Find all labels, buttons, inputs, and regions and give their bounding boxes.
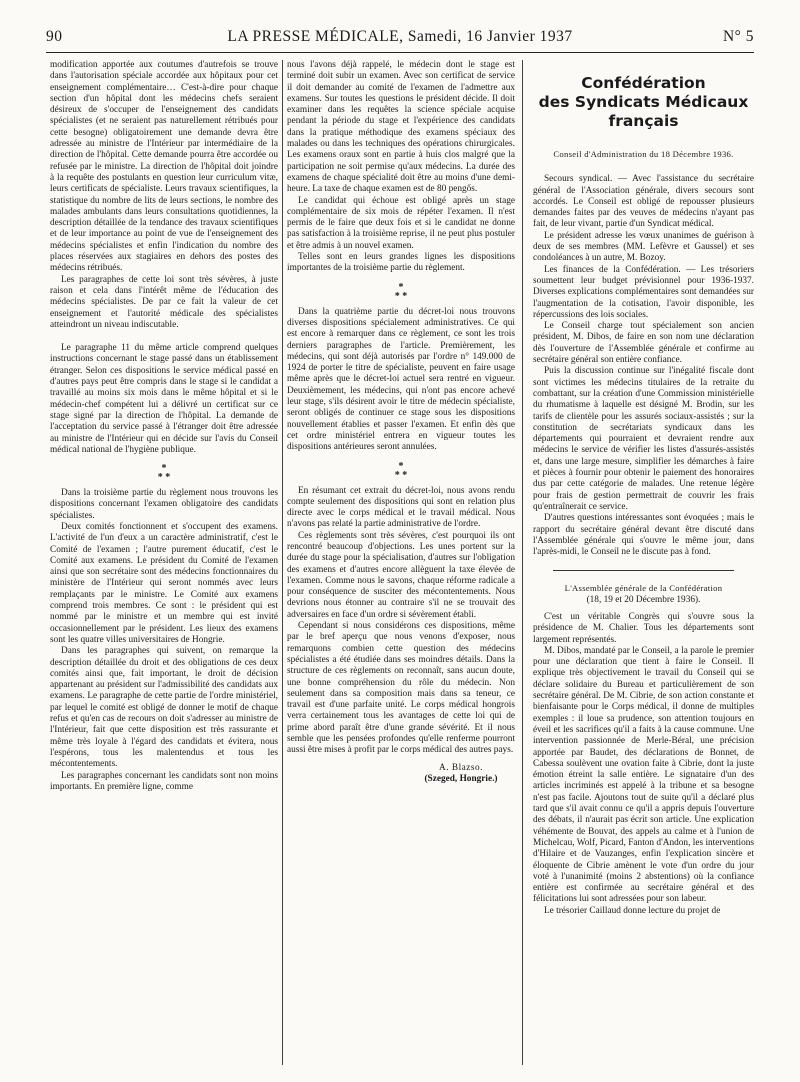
page-number: 90 bbox=[46, 28, 63, 45]
section-divider bbox=[553, 570, 734, 571]
column-divider-1 bbox=[282, 60, 283, 1065]
issue-number: N° 5 bbox=[722, 28, 754, 45]
section-title bbox=[533, 74, 754, 131]
author-name: A. Blazso. bbox=[439, 762, 483, 773]
paragraph: Les finances de la Confédération. — Les trésoriers soumettent leur budget prévisionnel pour 1936-1937. Diverses explications complémentaires sont demandées sur l'augmentation de la cotisation, l'avoir disponible, les répercussions des lois sociales. bbox=[533, 264, 754, 320]
paragraph: Cependant si nous considérons ces dispositions, même par le bref aperçu que nous venons d'exposer, nous remarquons combien cette question des médecins spécialistes a été étudiée dans ses moindres détails. Dans la structure de ces règlements on reconnaît, sans aucun doute, une bonne compréhension du rôle du médecin. Non seulement dans sa composition mais dans sa teneur, ce travail est d'une parfaite unité. Le corps médical hongrois verra certainement tous les avantages de cette loi qui de prime abord paraît être d'une grande sévérité. Et il nous semble que les pensées profondes qu'elle renferme pourront aussi être mises à profit par le corps médical des autres pays. bbox=[287, 621, 515, 756]
paragraph: Puis la discussion continue sur l'inégalité fiscale dont sont victimes les médecins titulaires de la retraite du combattant, sur la création d'une Commission ministérielle du rhumatisme à laquelle est désigné M. Brodin, sur les tarifs de clientèle pour les assurés sociaux-assistés ; sur la constitution de secrétariats syndicaux dans les départements qui pourraient et devraient rendre aux médecins le service de vérifier les listes d'assurés-assistés et, dans une large mesure, simplifier les démarches à faire et pièces à fournir pour obtenir le paiement des honoraires dus par cette catégorie de malades. Une retenue légère pour frais de gestion permettrait de couvrir les frais qu'entraînerait ce service. bbox=[533, 366, 754, 512]
column-divider-2 bbox=[522, 60, 523, 1065]
paragraph: Ces règlements sont très sévères, c'est pourquoi ils ont rencontré beaucoup d'objections. Les unes portent sur la durée du stage pour la spécialisation, d'autres sur l'obligation des examens et d'autres encore allèguent la taxe élevée de l'examen. Comme nous le savons, chaque réforme radicale a pour conséquence de susciter des mécontentements. Nous devrions nous étonner au contraire s'il ne se trouvait des adversaires en face d'un ordre si sévèrement établi. bbox=[287, 530, 515, 620]
council-heading: Conseil d'Administration du 18 Décembre 1936. bbox=[553, 149, 734, 159]
column-2 bbox=[287, 60, 515, 1070]
column-3 bbox=[533, 60, 754, 1070]
paragraph: En résumant cet extrait du décret-loi, nous avons rendu compte seulement des dispositions qui sont en relation plus directe avec le corps médical et le travail médical. Nous n'avons pas relaté la partie administrative de l'ordre. bbox=[287, 485, 515, 530]
author-signature bbox=[287, 763, 515, 786]
section-separator-stars: * * * bbox=[157, 463, 171, 484]
assembly-dates: (18, 19 et 20 Décembre 1936). bbox=[586, 594, 701, 605]
section-separator-stars: * * * bbox=[394, 281, 408, 302]
author-location: (Szeged, Hongrie.) bbox=[424, 773, 498, 784]
paragraph: Le candidat qui échoue est obligé après un stage complémentaire de six mois de répéter l'examen. Il n'est permis de le faire que deux fois et si le candidat ne donne pas satisfaction à la troisième reprise, il ne peut plus postuler et être admis à un nouvel examen. bbox=[287, 195, 515, 251]
paragraph: Deux comités fonctionnent et s'occupent des examens. L'activité de l'un d'eux a un caractère administratif, c'est le Comité de l'examen ; l'autre purement éducatif, c'est le Comité aux examens. Le président du Comité de l'examen ainsi que son secrétaire sont des médecins fonctionnaires du ministère de l'Intérieur qui seront nommés avec leurs remplaçants par le ministre. Le Comité aux examens comprend trois membres. Ce sont : le président qui est nommé par le ministre et un membre qui est invité occasionnellement par le président. Les lieux des examens sont les quatre villes universitaires de Hongrie. bbox=[50, 521, 278, 645]
section-separator-stars: * * * bbox=[394, 460, 408, 481]
paragraph: Les paragraphes de cette loi sont très sévères, à juste raison et cela dans l'intérêt même de l'éducation des médecins spécialistes. De par ce fait la valeur de cet enseignement et l'autorité médicale des spécialistes atteindront un niveau indiscutable. bbox=[50, 274, 278, 330]
paragraph: Dans la quatrième partie du décret-loi nous trouvons diverses dispositions spécialement administratives. Ce qui est encore à remarquer dans ce règlement, ce sont les trois derniers paragraphes de l'article. Premièrement, les médecins, qui sont déjà autorisés par l'ordre n° 149.000 de 1924 de porter le titre de spécialiste, peuvent en faire usage même après que le décret-loi actuel sera rentré en vigueur. Deuxièmement, les médecins, qui n'ont pas encore achevé leur stage, s'ils désirent avoir le titre de médecin spécialiste, seront obligés de continuer ce stage sous les dispositions nouvellement établies et passer l'examen. Et enfin dès que cet ordre ministériel entrera en vigueur toutes les dispositions antérieures seront annulées. bbox=[287, 306, 515, 453]
paragraph: M. Dibos, mandaté par le Conseil, a la parole le premier pour une déclaration que tient à faire le Conseil. Il explique très objectivement le travail du Conseil qui se déclare solidaire du Bureau et particulièrement de son secrétaire général. De M. Cibrie, de son action constante et bienfaisante pour le Corps médical, il donne de multiples exemples : il loue sa prudence, son attention toujours en éveil et les sacrifices qu'il a faits à la cause commune. Une intervention passionnée de Merle-Béral, une précision apportée par Baudet, des déclarations de Bonnet, de Cabessa soulèvent une ovation faite à Cibrie, dont la juste émotion étreint la salle entière. Le signataire d'un des articles incriminés est appelé à la tribune et sa besogne n'est pas facile. Ajoutons tout de suite qu'il a déclaré plus tard que s'il avait connu ce qu'il a appris depuis l'ouverture des débats, il n'aurait pas écrit son article. Une explication véhémente de Bouvat, des appels au calme et à l'union de Michelcau, Wolf, Picard, Fanton d'Andon, les interventions d'Hilaire et de Vauzanges, enfin l'explication sincère et éloquente de Cibrie amènent le vote d'un ordre du jour voté à l'unanimité (moins 2 abstentions) où la confiance entière est confirmée au secrétaire général et des félicitations lui sont adressées pour son labeur. bbox=[533, 645, 754, 905]
paragraph: Le Conseil charge tout spécialement son ancien président, M. Dibos, de faire en son nom une déclaration dès l'ouverture de l'Assemblée générale et confirme au secrétaire général son entière confiance. bbox=[533, 321, 754, 366]
paragraph: D'autres questions intéressantes sont évoquées ; mais le rapport du secrétaire général devant être discuté dans l'Assemblée générale qui s'ouvre le même jour, dans l'après-midi, le Conseil ne le discute pas à fond. bbox=[533, 513, 754, 558]
paragraph: Les paragraphes concernant les candidats sont non moins importants. En première ligne, comme bbox=[50, 770, 278, 792]
section-title-line: français bbox=[608, 112, 679, 130]
paragraph: Le paragraphe 11 du même article comprend quelques instructions concernant le stage passé dans un établissement étranger. Selon ces dispositions le service médical passé en d'autres pays peut être compris dans le stage si le candidat a travaillé au moins six mois dans le même hôpital et si le médecin-chef compétent lui a délivré un certificat sur ce stage signé par la direction de l'hôpital. La demande de l'acceptation du service passé à l'étranger doit être adressée au ministre de l'Intérieur qui en décide sur l'avis du Conseil médical national de l'hygiène publique. bbox=[50, 343, 278, 455]
paragraph: Le trésorier Caillaud donne lecture du projet de bbox=[544, 905, 721, 916]
column-1 bbox=[50, 60, 278, 1070]
paragraph: Dans la troisième partie du règlement nous trouvons les dispositions concernant l'examen obligatoire des candidats spécialistes. bbox=[50, 488, 278, 521]
page-header bbox=[46, 22, 754, 53]
paragraph: Dans les paragraphes qui suivent, on remarque la description détaillée du droit et des obligations de ces deux comités ainsi que, fait important, le droit de décision appartenant au président sur l'admissibilité des candidats aux examens. Le paragraphe de cette partie de l'ordre ministériel, par lequel le comité est obligé de donner le motif de chaque refus et qu'en cas de recours on doit s'adresser au ministre de l'Intérieur, fait que cette disposition est très rassurante et même très loyale à l'égard des candidats et évitera, nous l'espérons, tous les malentendus et tous les mécontentements. bbox=[50, 646, 278, 770]
assembly-heading: L'Assemblée générale de la Confédération bbox=[564, 583, 723, 594]
paragraph: Telles sont en leurs grandes lignes les dispositions importantes de la troisième partie du règlement. bbox=[287, 252, 515, 274]
paragraph: modification apportée aux coutumes d'autrefois se trouve dans l'autorisation spéciale accordée aux hôpitaux pour cet enseignement complémentaire… C'est-à-dire pour chaque section d'un hôpital dont les médecins chefs seraient désireux de s'occuper de l'enseignement des candidats spécialistes (et ne seraient pas naturellement rétribués pour cette besogne) obligatoirement une demande devra être adressée au ministre de l'Intérieur par intermédiaire de la direction de l'hôpital. Cette demande pourra être accordée ou refusée par le ministre. La direction de l'hôpital doit joindre à la requête des postulants en question leur curriculum vitæ, leurs certificats de spécialiste. Leurs travaux scientifiques, la statistique du nombre de lits de leurs sections, le nombre des malades ambulants dans leurs consultations quotidiennes, la description détaillée de la tendance des travaux scientifiques et de leur importance au point de vue de l'enseignement des médecins spécialistes et enfin l'indication du nombre des places réservées aux stagiaires en dehors des postes des médecins rétribués. bbox=[50, 60, 278, 274]
section-title-line: des Syndicats Médicaux bbox=[538, 93, 749, 111]
section-title-line: Confédération bbox=[581, 74, 706, 92]
paragraph: C'est un véritable Congrès qui s'ouvre sous la présidence de M. Chalier. Tous les départements sont largement représentés. bbox=[533, 611, 754, 645]
paragraph: Le président adresse les vœux unanimes de guérison à deux de ses membres (MM. Lefèvre et Gaussel) et ses condoléances à un autre, M. Bozoy. bbox=[533, 230, 754, 264]
paragraph: nous l'avons déjà rappelé, le médecin dont le stage est terminé doit subir un examen. Avec son certificat de service il doit demander au comité de l'examen de l'admettre aux examens. Sur toutes les questions le président décide. Il doit examiner dans les requêtes la science spéciale acquise pendant la période du stage et l'expérience des candidats dans la pratique méthodique des examens spéciaux des malades ou dans les techniques des opérations chirurgicales. Les examens oraux sont en partie à huis clos malgré que la participation ne soit permise qu'aux médecins. La durée des examens de chaque spécialité doit être au moins d'une demi-heure. La taxe de chaque examen est de 80 pengős. bbox=[287, 60, 515, 195]
paragraph: Secours syndical. — Avec l'assistance du secrétaire général de l'Association générale, divers secours sont accordés. Le Conseil est obligé de repousser plusieurs demandes faites par des veuves de médecins n'ayant pas fait, de leur vivant, partie d'un Syndicat médical. bbox=[533, 174, 754, 230]
journal-title: LA PRESSE MÉDICALE, Samedi, 16 Janvier 1937 bbox=[227, 28, 573, 45]
